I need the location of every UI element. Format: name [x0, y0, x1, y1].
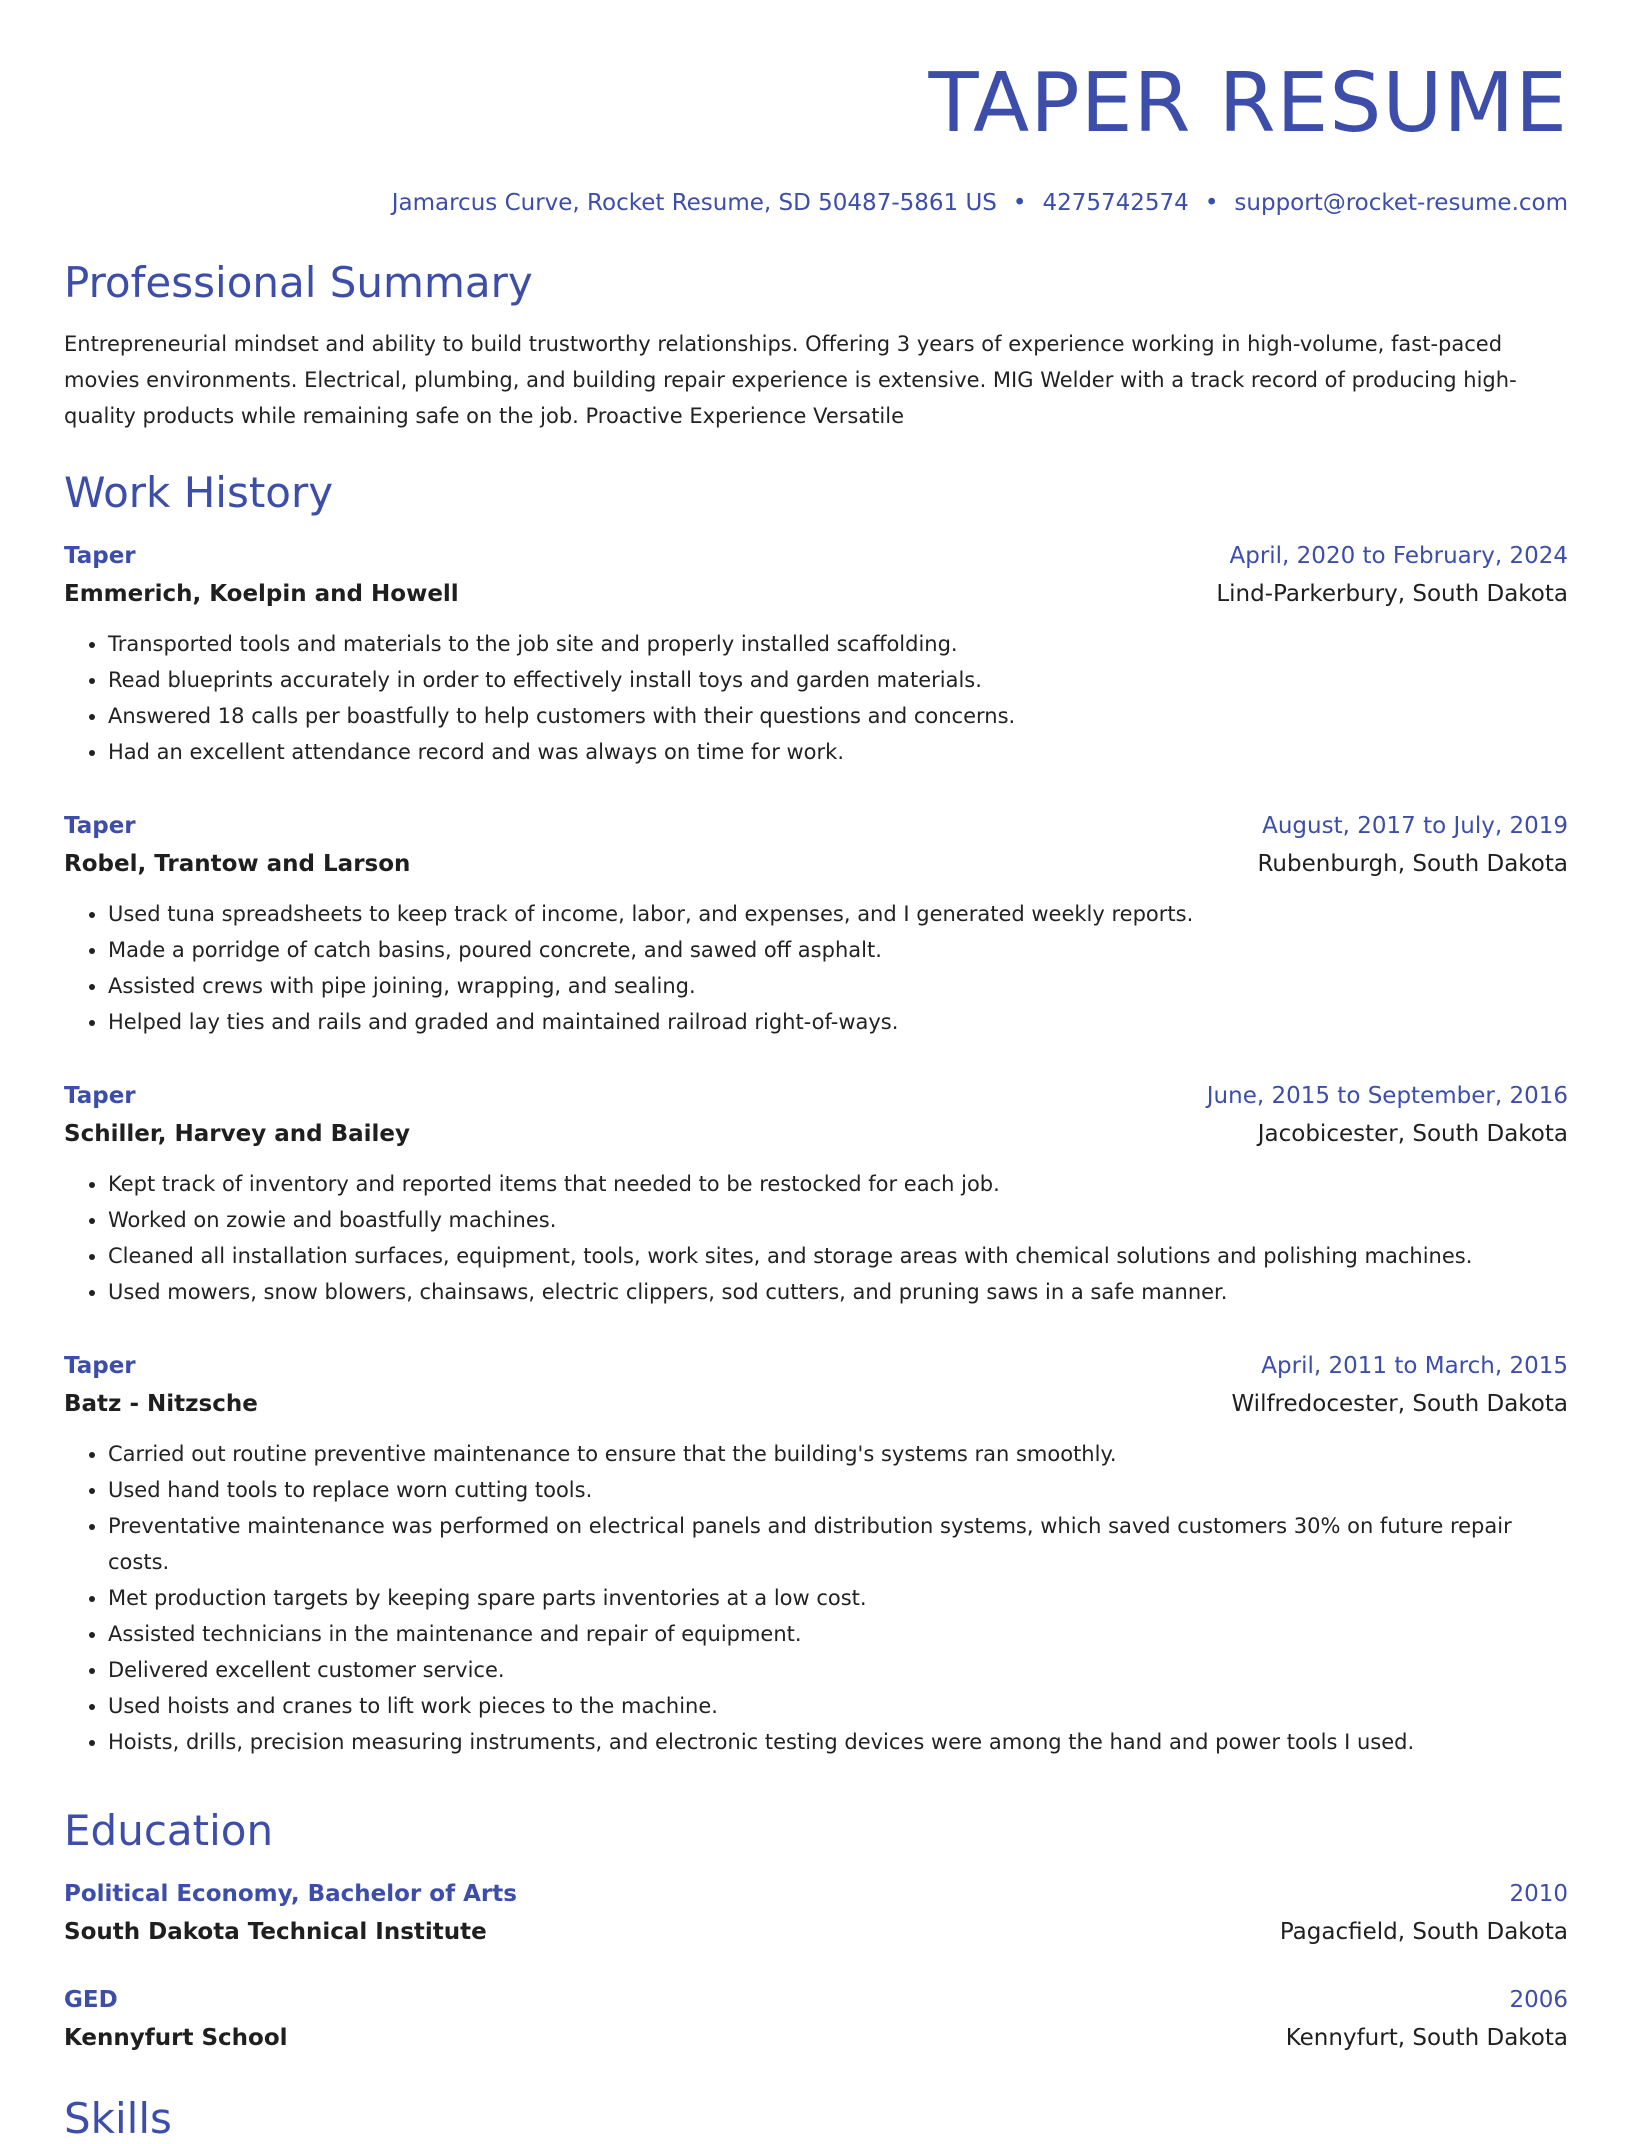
job-bullet: • Assisted technicians in the maintenance and repair of equipment.	[108, 1616, 1568, 1652]
contact-separator: •	[1012, 190, 1027, 216]
job-company: Batz - Nitzsche	[64, 1391, 258, 1417]
contact-separator: •	[1204, 190, 1219, 216]
education-school: Kennyfurt School	[64, 2025, 288, 2051]
education-year: 2010	[1509, 1881, 1568, 1907]
job-role: Taper	[64, 543, 136, 569]
education-degree: Political Economy, Bachelor of Arts	[64, 1881, 517, 1907]
job-bullet: • Read blueprints accurately in order to effectively install toys and garden materials.	[108, 662, 1568, 698]
job-bullets	[64, 1436, 1568, 1760]
skills-heading: Skills	[64, 2094, 172, 2143]
job-bullets	[64, 896, 1568, 1040]
job-dates: April, 2020 to February, 2024	[1229, 543, 1568, 569]
job-entry	[64, 538, 1568, 770]
job-bullet: • Had an excellent attendance record and was always on time for work.	[108, 734, 1568, 770]
summary-heading: Professional Summary	[64, 258, 533, 307]
summary-text: Entrepreneurial mindset and ability to build trustworthy relationships. Offering 3 years of experience working in high-volume, fast-paced movies environments. Electrical, plumbing, and building repair experience is extensive. MIG Welder with a track record of producing high-quality products while remaining safe on the job. Proactive Experience Versatile	[64, 332, 1517, 428]
job-entry	[64, 1078, 1568, 1310]
job-location: Jacobicester, South Dakota	[1257, 1121, 1568, 1147]
job-entry	[64, 1348, 1568, 1760]
resume-name: TAPER RESUME	[928, 56, 1568, 151]
job-role: Taper	[64, 1083, 136, 1109]
job-company: Emmerich, Koelpin and Howell	[64, 581, 459, 607]
job-bullet: • Made a porridge of catch basins, poured concrete, and sawed off asphalt.	[108, 932, 1568, 968]
education-school: South Dakota Technical Institute	[64, 1919, 487, 1945]
contact-line	[64, 188, 1568, 218]
job-bullet: • Used hand tools to replace worn cutting tools.	[108, 1472, 1568, 1508]
job-bullet: • Delivered excellent customer service.	[108, 1652, 1568, 1688]
job-bullet: • Helped lay ties and rails and graded and maintained railroad right-of-ways.	[108, 1004, 1568, 1040]
job-bullet: • Used mowers, snow blowers, chainsaws, electric clippers, sod cutters, and pruning saws in a safe manner.	[108, 1274, 1568, 1310]
education-degree: GED	[64, 1987, 118, 2013]
job-bullet: • Kept track of inventory and reported items that needed to be restocked for each job.	[108, 1166, 1568, 1202]
job-dates: June, 2015 to September, 2016	[1206, 1083, 1568, 1109]
contact-phone: 4275742574	[1042, 190, 1189, 216]
job-bullet: • Cleaned all installation surfaces, equipment, tools, work sites, and storage areas with chemical solutions and polishing machines.	[108, 1238, 1568, 1274]
job-bullet: • Used hoists and cranes to lift work pieces to the machine.	[108, 1688, 1568, 1724]
job-role: Taper	[64, 1353, 136, 1379]
education-list	[64, 1876, 1568, 2058]
work-history-heading: Work History	[64, 468, 334, 517]
job-bullet: • Worked on zowie and boastfully machines.	[108, 1202, 1568, 1238]
job-bullet: • Met production targets by keeping spare parts inventories at a low cost.	[108, 1580, 1568, 1616]
job-company: Schiller, Harvey and Bailey	[64, 1121, 411, 1147]
job-bullet: • Used tuna spreadsheets to keep track of income, labor, and expenses, and I generated weekly reports.	[108, 896, 1568, 932]
education-heading: Education	[64, 1806, 274, 1855]
job-dates: August, 2017 to July, 2019	[1262, 813, 1568, 839]
job-bullets	[64, 626, 1568, 770]
job-entry	[64, 808, 1568, 1040]
work-history-list	[64, 538, 1568, 1760]
job-location: Rubenburgh, South Dakota	[1257, 851, 1568, 877]
education-entry	[64, 1876, 1568, 1952]
education-location: Pagacfield, South Dakota	[1279, 1919, 1568, 1945]
job-bullet: • Hoists, drills, precision measuring instruments, and electronic testing devices were among the hand and power tools I used.	[108, 1724, 1568, 1760]
contact-address: Jamarcus Curve, Rocket Resume, SD 50487-5861 US	[391, 190, 997, 216]
job-dates: April, 2011 to March, 2015	[1261, 1353, 1568, 1379]
job-bullet: • Answered 18 calls per boastfully to help customers with their questions and concerns.	[108, 698, 1568, 734]
job-bullet: • Carried out routine preventive maintenance to ensure that the building's systems ran smoothly.	[108, 1436, 1568, 1472]
job-bullet: • Preventative maintenance was performed on electrical panels and distribution systems, which saved customers 30% on future repair costs.	[108, 1508, 1568, 1580]
education-entry	[64, 1982, 1568, 2058]
job-bullet: • Assisted crews with pipe joining, wrapping, and sealing.	[108, 968, 1568, 1004]
contact-email[interactable]: support@rocket-resume.com	[1234, 190, 1568, 216]
education-location: Kennyfurt, South Dakota	[1285, 2025, 1568, 2051]
education-year: 2006	[1509, 1987, 1568, 2013]
job-location: Lind-Parkerbury, South Dakota	[1216, 581, 1568, 607]
job-location: Wilfredocester, South Dakota	[1231, 1391, 1568, 1417]
job-role: Taper	[64, 813, 136, 839]
job-bullet: • Transported tools and materials to the job site and properly installed scaffolding.	[108, 626, 1568, 662]
job-bullets	[64, 1166, 1568, 1310]
job-company: Robel, Trantow and Larson	[64, 851, 411, 877]
